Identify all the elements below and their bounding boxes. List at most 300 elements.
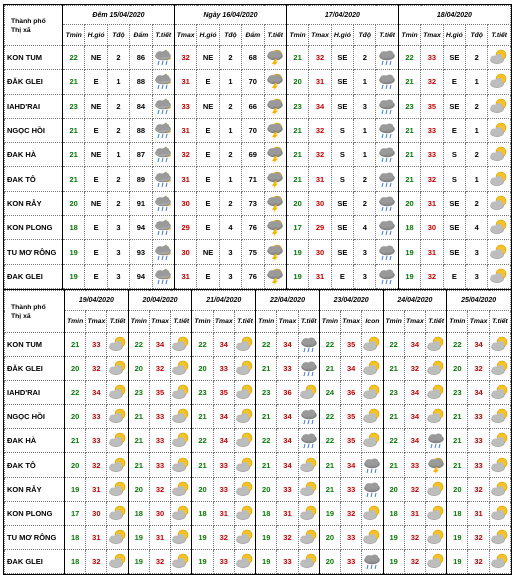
weather-icon-cell <box>107 549 128 573</box>
weather-icon-cell <box>264 264 286 288</box>
tmin-cell: 22 <box>256 333 277 357</box>
weather-icon-cell <box>489 405 510 429</box>
value-cell: 1 <box>354 70 376 94</box>
weather-icon-cell <box>362 429 383 453</box>
tmin-cell: 21 <box>319 477 340 501</box>
weather-icon-cell <box>234 525 255 549</box>
value-cell: S <box>331 118 353 142</box>
rain-cloud-icon <box>362 552 382 571</box>
value-cell: E <box>331 264 353 288</box>
weather-icon-cell <box>171 501 192 525</box>
tmin-cell: 19 <box>256 549 277 573</box>
value-cell: E <box>197 167 219 191</box>
value-cell: 3 <box>354 240 376 264</box>
weather-icon-cell <box>107 333 128 357</box>
station-name: KON PLONG <box>5 501 65 525</box>
tmax-cell: 33 <box>468 429 489 453</box>
tmin-cell: 21 <box>447 453 468 477</box>
value-cell: 1 <box>219 167 241 191</box>
weather-icon-cell <box>234 429 255 453</box>
sun-cloud-icon <box>108 431 128 450</box>
value-cell: 29 <box>174 216 196 240</box>
tmin-cell: 20 <box>192 477 213 501</box>
sun-cloud-icon <box>171 431 191 450</box>
sun-cloud-icon <box>171 456 191 475</box>
column-header: T.tiết <box>107 311 128 333</box>
value-cell: S <box>331 167 353 191</box>
column-header: H.gió <box>331 25 353 46</box>
weather-icon-cell <box>425 333 446 357</box>
weather-icon-cell <box>376 46 398 70</box>
value-cell: 2 <box>466 143 488 167</box>
column-header: Tmin <box>192 311 213 333</box>
weather-icon-cell <box>171 405 192 429</box>
sun-cloud-icon <box>426 335 446 354</box>
value-cell: 32 <box>421 264 443 288</box>
tmin-cell: 21 <box>256 453 277 477</box>
tmin-cell: 22 <box>319 333 340 357</box>
weather-icon-cell <box>488 94 511 118</box>
value-cell: 18 <box>398 216 420 240</box>
tmax-cell: 34 <box>404 405 425 429</box>
tmax-cell: 33 <box>86 405 107 429</box>
sun-cloud-icon <box>171 383 191 402</box>
rain-moon-icon <box>153 194 173 213</box>
tmax-cell: 32 <box>404 525 425 549</box>
tmax-cell: 32 <box>149 477 170 501</box>
tmax-cell: 32 <box>149 549 170 573</box>
tmax-cell: 32 <box>468 357 489 381</box>
tmin-cell: 21 <box>128 405 149 429</box>
table-row <box>5 453 511 477</box>
tmax-cell: 32 <box>86 453 107 477</box>
tmax-cell: 32 <box>277 525 298 549</box>
value-cell: SE <box>443 216 465 240</box>
value-cell: 23 <box>63 94 85 118</box>
value-cell: SE <box>443 191 465 215</box>
sun-cloud-icon <box>235 480 255 499</box>
sun-cloud-icon <box>108 456 128 475</box>
value-cell: 31 <box>309 70 331 94</box>
value-cell: 71 <box>242 167 264 191</box>
weather-icon-cell <box>362 405 383 429</box>
tmax-cell: 31 <box>86 477 107 501</box>
value-cell: 31 <box>174 70 196 94</box>
weather-icon-cell <box>107 501 128 525</box>
column-header: Tmin <box>319 311 340 333</box>
value-cell: 93 <box>130 240 152 264</box>
tmax-cell: 34 <box>277 453 298 477</box>
weather-icon-cell <box>425 549 446 573</box>
tmin-cell: 22 <box>383 429 404 453</box>
value-cell: 2 <box>107 118 129 142</box>
value-cell: 88 <box>130 118 152 142</box>
tmax-cell: 34 <box>404 333 425 357</box>
station-name: TU MƠ RÔNG <box>5 525 65 549</box>
thunder-sun-icon <box>265 121 285 140</box>
weather-icon-cell <box>264 94 286 118</box>
column-header: H.gió <box>443 25 465 46</box>
value-cell: 20 <box>286 70 308 94</box>
sun-cloud-icon <box>490 383 510 402</box>
tmin-cell: 21 <box>128 453 149 477</box>
sun-cloud-icon <box>171 552 191 571</box>
value-cell: 31 <box>309 167 331 191</box>
tmax-cell: 35 <box>341 333 362 357</box>
value-cell: 29 <box>309 216 331 240</box>
value-cell: NE <box>85 143 107 167</box>
tmax-cell: 34 <box>404 381 425 405</box>
value-cell: 1 <box>354 143 376 167</box>
value-cell: E <box>197 216 219 240</box>
sun-cloud-icon <box>490 528 510 547</box>
weather-icon-cell <box>264 118 286 142</box>
value-cell: 76 <box>242 216 264 240</box>
weather-icon-cell <box>234 453 255 477</box>
column-header: Tmax <box>309 25 331 46</box>
value-cell: 18 <box>63 216 85 240</box>
sun-cloud-icon <box>171 407 191 426</box>
tmax-cell: 33 <box>149 405 170 429</box>
weather-icon-cell <box>489 525 510 549</box>
value-cell: 21 <box>286 167 308 191</box>
weather-icon-cell <box>234 549 255 573</box>
value-cell: NE <box>85 94 107 118</box>
rain-moon-icon <box>153 267 173 286</box>
tmin-cell: 23 <box>256 381 277 405</box>
date-group-header: 21/04/2020 <box>192 291 256 311</box>
tmin-cell: 19 <box>447 525 468 549</box>
corner-label-line1: Thành phố <box>11 303 46 311</box>
tmax-cell: 34 <box>277 333 298 357</box>
rain-cloud-icon <box>377 97 397 116</box>
weather-icon-cell <box>298 429 319 453</box>
tmin-cell: 20 <box>128 477 149 501</box>
column-header: T.tiết <box>264 25 286 46</box>
value-cell: 86 <box>130 46 152 70</box>
thunder-sun-icon <box>265 194 285 213</box>
column-header: Đẩm <box>242 25 264 46</box>
value-cell: 2 <box>219 191 241 215</box>
rain-cloud-icon <box>299 407 319 426</box>
value-cell: 32 <box>421 167 443 191</box>
value-cell: 31 <box>174 167 196 191</box>
tmax-cell: 34 <box>341 453 362 477</box>
group-header-17: 17/04/2020 <box>286 6 398 25</box>
sun-cloud-icon <box>362 407 382 426</box>
column-header: T.tiết <box>152 25 174 46</box>
station-name: TU MƠ RÔNG <box>5 240 63 264</box>
rain-cloud-icon <box>426 431 446 450</box>
corner-label-line1: Thành phố <box>11 17 46 25</box>
value-cell: E <box>197 143 219 167</box>
value-cell: SE <box>443 94 465 118</box>
table-row <box>5 477 511 501</box>
value-cell: 1 <box>219 70 241 94</box>
sun-cloud-icon <box>426 552 446 571</box>
value-cell: 2 <box>219 94 241 118</box>
rain-cloud-icon <box>299 335 319 354</box>
weather-icon-cell <box>488 143 511 167</box>
tmax-cell: 31 <box>86 525 107 549</box>
weather-icon-cell <box>234 405 255 429</box>
sun-cloud-icon <box>171 359 191 378</box>
table-row <box>5 525 511 549</box>
weather-icon-cell <box>489 549 510 573</box>
weather-icon-cell <box>234 333 255 357</box>
value-cell: 30 <box>309 240 331 264</box>
weather-icon-cell <box>425 381 446 405</box>
date-group-header: 19/04/2020 <box>65 291 129 311</box>
value-cell: 3 <box>107 240 129 264</box>
tmax-cell: 33 <box>149 429 170 453</box>
tmin-cell: 23 <box>447 381 468 405</box>
value-cell: 2 <box>107 94 129 118</box>
sun-cloud-icon <box>299 480 319 499</box>
sun-cloud-icon <box>362 504 382 523</box>
tmax-cell: 34 <box>213 429 234 453</box>
station-name: ĐAK TÔ <box>5 167 63 191</box>
tmax-cell: 35 <box>341 405 362 429</box>
value-cell: NE <box>197 240 219 264</box>
value-cell: NE <box>85 191 107 215</box>
weather-icon-cell <box>107 405 128 429</box>
date-group-header: 25/04/2020 <box>447 291 511 311</box>
sun-cloud-icon <box>235 383 255 402</box>
value-cell: 2 <box>354 191 376 215</box>
sun-cloud-icon <box>235 552 255 571</box>
column-header: Tmax <box>468 311 489 333</box>
table-row <box>5 46 511 70</box>
sun-cloud-icon <box>171 480 191 499</box>
weather-icon-cell <box>107 453 128 477</box>
tmax-cell: 34 <box>404 429 425 453</box>
weather-icon-cell <box>488 240 511 264</box>
tmin-cell: 21 <box>383 357 404 381</box>
station-name: ĐAK GLEI <box>5 264 63 288</box>
value-cell: 2 <box>354 167 376 191</box>
tmin-cell: 21 <box>319 453 340 477</box>
weather-icon-cell <box>362 333 383 357</box>
value-cell: 17 <box>286 216 308 240</box>
rain-moon-icon <box>153 72 173 91</box>
tmin-cell: 22 <box>65 381 86 405</box>
table-row <box>5 167 511 191</box>
value-cell: 75 <box>242 240 264 264</box>
weather-icon-cell <box>171 477 192 501</box>
value-cell: 66 <box>242 94 264 118</box>
value-cell: 21 <box>398 118 420 142</box>
weather-icon-cell <box>489 501 510 525</box>
value-cell: 21 <box>286 118 308 142</box>
weather-icon-cell <box>234 501 255 525</box>
corner-header <box>5 6 63 46</box>
table-row <box>5 381 511 405</box>
tmax-cell: 33 <box>213 453 234 477</box>
value-cell: 3 <box>107 264 129 288</box>
station-name: IAHD'RAI <box>5 381 65 405</box>
value-cell: 31 <box>174 118 196 142</box>
sun-cloud-icon <box>171 335 191 354</box>
column-header: Tmax <box>213 311 234 333</box>
weather-icon-cell <box>298 549 319 573</box>
weather-icon-cell <box>107 381 128 405</box>
value-cell: 19 <box>63 240 85 264</box>
tmax-cell: 33 <box>468 453 489 477</box>
tmin-cell: 21 <box>383 405 404 429</box>
rain-cloud-icon <box>377 72 397 91</box>
sun-cloud-icon <box>426 359 446 378</box>
thunder-sun-icon <box>265 267 285 286</box>
rain-moon-icon <box>153 121 173 140</box>
tmin-cell: 22 <box>192 333 213 357</box>
sun-cloud-icon <box>299 504 319 523</box>
column-header: Tmin <box>383 311 404 333</box>
station-name: KON RẪY <box>5 191 63 215</box>
tmax-cell: 34 <box>341 357 362 381</box>
column-header: Tmin <box>447 311 468 333</box>
weather-icon-cell <box>425 429 446 453</box>
weather-icon-cell <box>425 525 446 549</box>
weather-icon-cell <box>264 216 286 240</box>
thunder-sun-icon <box>265 218 285 237</box>
value-cell: 69 <box>242 143 264 167</box>
value-cell: 1 <box>107 143 129 167</box>
table-row <box>5 357 511 381</box>
value-cell: 94 <box>130 264 152 288</box>
value-cell: SE <box>331 240 353 264</box>
sun-cloud-icon <box>299 552 319 571</box>
sun-cloud-icon <box>489 218 509 237</box>
tmax-cell: 34 <box>468 381 489 405</box>
value-cell: 20 <box>398 191 420 215</box>
value-cell: 19 <box>286 264 308 288</box>
weather-icon-cell <box>152 94 174 118</box>
value-cell: SE <box>331 94 353 118</box>
value-cell: 30 <box>421 216 443 240</box>
table-row <box>5 264 511 288</box>
sun-cloud-icon <box>489 145 509 164</box>
sun-cloud-icon <box>108 528 128 547</box>
value-cell: 30 <box>309 191 331 215</box>
tmax-cell: 33 <box>213 549 234 573</box>
tmin-cell: 19 <box>128 549 149 573</box>
value-cell: 21 <box>63 70 85 94</box>
value-cell: 32 <box>309 118 331 142</box>
value-cell: 21 <box>63 143 85 167</box>
weather-icon-cell <box>152 216 174 240</box>
thunder-sun-icon <box>265 48 285 67</box>
value-cell: E <box>85 240 107 264</box>
value-cell: 30 <box>174 191 196 215</box>
sun-cloud-icon <box>490 480 510 499</box>
weather-icon-cell <box>489 333 510 357</box>
tmin-cell: 19 <box>65 477 86 501</box>
tmin-cell: 19 <box>256 525 277 549</box>
weather-icon-cell <box>376 191 398 215</box>
weather-icon-cell <box>362 381 383 405</box>
rain-moon-icon <box>153 48 173 67</box>
value-cell: 3 <box>466 264 488 288</box>
sun-cloud-icon <box>108 383 128 402</box>
sun-cloud-icon <box>108 504 128 523</box>
weather-icon-cell <box>489 429 510 453</box>
value-cell: 3 <box>107 216 129 240</box>
weather-icon-cell <box>488 216 511 240</box>
value-cell: 3 <box>466 240 488 264</box>
thunder-sun-icon <box>265 72 285 91</box>
column-header: Tmax <box>149 311 170 333</box>
tmin-cell: 21 <box>383 453 404 477</box>
station-name: KON RẪY <box>5 477 65 501</box>
tmin-cell: 19 <box>383 525 404 549</box>
tmin-cell: 18 <box>383 501 404 525</box>
value-cell: 88 <box>130 70 152 94</box>
sun-cloud-icon <box>489 97 509 116</box>
weather-icon-cell <box>425 405 446 429</box>
tmax-cell: 33 <box>277 477 298 501</box>
rain-moon-icon <box>153 170 173 189</box>
sun-cloud-icon <box>235 335 255 354</box>
weather-icon-cell <box>488 264 511 288</box>
value-cell: 2 <box>466 94 488 118</box>
sun-cloud-icon <box>489 194 509 213</box>
sun-cloud-icon <box>362 528 382 547</box>
rain-cloud-icon <box>377 48 397 67</box>
thunder-sun-icon <box>265 97 285 116</box>
tmin-cell: 21 <box>128 429 149 453</box>
station-name: KON TUM <box>5 333 65 357</box>
value-cell: E <box>85 70 107 94</box>
tmax-cell: 36 <box>341 381 362 405</box>
value-cell: NE <box>197 94 219 118</box>
weather-icon-cell <box>362 357 383 381</box>
tmax-cell: 33 <box>341 549 362 573</box>
rain-cloud-icon <box>377 243 397 262</box>
column-header: Tđộ <box>219 25 241 46</box>
value-cell: 22 <box>398 46 420 70</box>
weather-icon-cell <box>298 453 319 477</box>
column-header: Tmax <box>421 25 443 46</box>
tmax-cell: 31 <box>213 501 234 525</box>
sun-cloud-icon <box>489 243 509 262</box>
weather-icon-cell <box>362 501 383 525</box>
weather-icon-cell <box>362 525 383 549</box>
tmax-cell: 34 <box>213 333 234 357</box>
value-cell: 21 <box>63 118 85 142</box>
column-header: Icon <box>362 311 383 333</box>
tmax-cell: 34 <box>468 333 489 357</box>
value-cell: 21 <box>398 143 420 167</box>
tmax-cell: 33 <box>86 333 107 357</box>
column-header: Tmin <box>128 311 149 333</box>
weather-icon-cell <box>298 381 319 405</box>
rain-cloud-icon <box>362 456 382 475</box>
value-cell: S <box>443 167 465 191</box>
value-cell: 68 <box>242 46 264 70</box>
tmin-cell: 22 <box>256 429 277 453</box>
value-cell: 1 <box>466 118 488 142</box>
tmax-cell: 33 <box>404 453 425 477</box>
column-header: T.tiết <box>376 25 398 46</box>
table-row <box>5 405 511 429</box>
rain-moon-icon <box>153 243 173 262</box>
tmax-cell: 33 <box>341 477 362 501</box>
value-cell: 1 <box>354 118 376 142</box>
value-cell: 76 <box>242 264 264 288</box>
corner-label-line2: Thị xã <box>11 26 31 34</box>
value-cell: 2 <box>466 191 488 215</box>
